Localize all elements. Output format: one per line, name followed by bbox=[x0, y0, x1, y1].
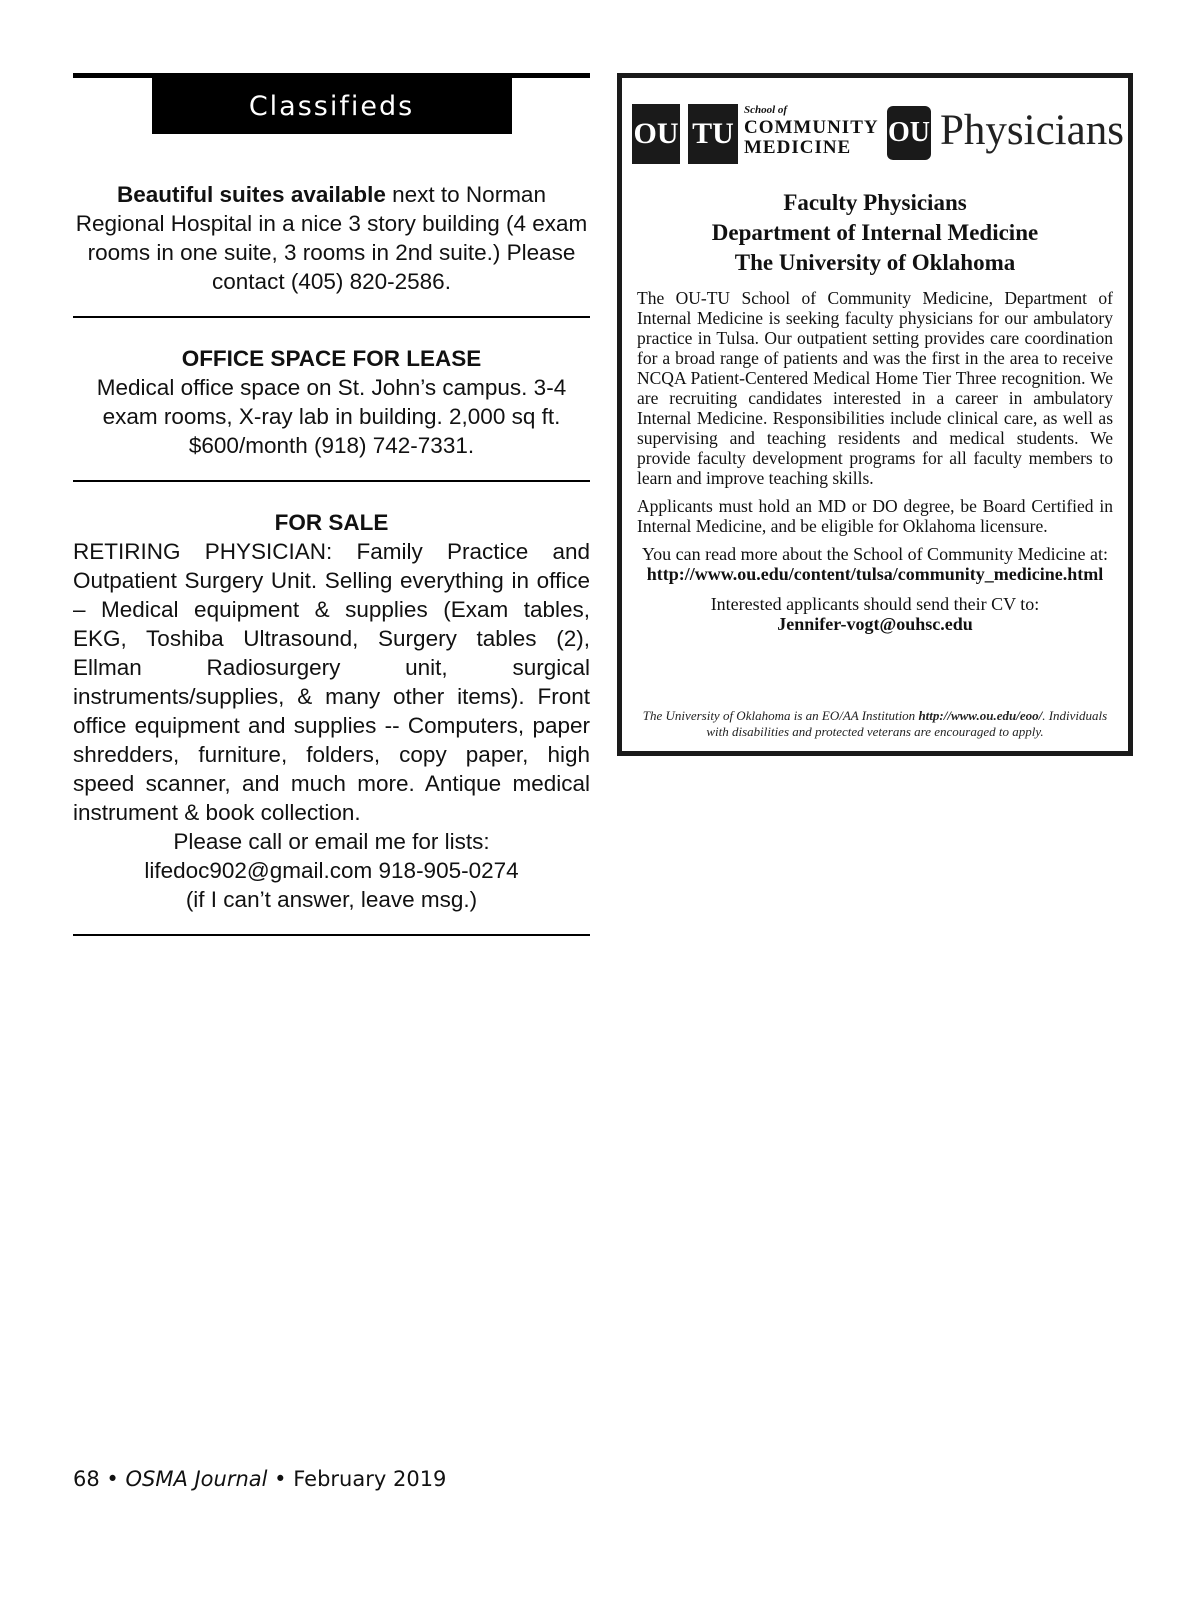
ad-sale-text: RETIRING PHYSICIAN: Family Practice and Outpatient Surgery Unit. Selling everything in office – Medical equipment & supplies (Exam tables, EKG, Toshiba Ultrasound, Surgery tables (2), Ellman Radiosurgery unit, surgical instruments/supplies, & many other items). Front office equipment and supplies -- Computers, paper shredders, furniture, folders, copy paper, high speed scanner, and much more. Antique medical instrument & book collection. bbox=[73, 539, 590, 825]
page-footer bbox=[73, 1467, 446, 1491]
read-more-link[interactable]: http://www.ou.edu/content/tulsa/community_medicine.html bbox=[646, 564, 1104, 584]
ad-suites-bold: Beautiful suites available bbox=[117, 182, 386, 207]
read-more-block bbox=[637, 544, 1113, 584]
community-medicine-label bbox=[744, 118, 879, 158]
ad-paragraph-2: Applicants must hold an MD or DO degree, be Board Certified in Internal Medicine, and be eligible for Oklahoma licensure. bbox=[637, 496, 1113, 536]
classifieds-column bbox=[73, 73, 590, 936]
heading-university: The University of Oklahoma bbox=[734, 250, 1016, 275]
school-of-label: School of bbox=[744, 104, 788, 116]
eoe-text: The University of Oklahoma is an EO/AA Institution bbox=[642, 708, 919, 723]
community-word: COMMUNITY bbox=[744, 117, 879, 138]
medicine-word: MEDICINE bbox=[744, 137, 852, 158]
divider bbox=[73, 316, 590, 318]
ad-headings bbox=[622, 188, 1128, 278]
ou-logo-icon: OU bbox=[632, 104, 680, 164]
ad-suites-text: next to Norman Regional Hospital in a nice 3 story building (4 exam rooms in one suite, 3 rooms in 2nd suite.) Please contact (405) 820-2586. bbox=[75, 182, 588, 294]
read-more-text: You can read more about the School of Community Medicine at: bbox=[641, 544, 1109, 564]
ad-office-title: OFFICE SPACE FOR LEASE bbox=[181, 346, 482, 371]
ad-sale-contact-1: Please call or email me for lists: bbox=[173, 829, 490, 854]
physicians-wordmark: Physicians bbox=[940, 107, 1124, 154]
eoe-text-2: . Individuals with disabilities and protected veterans are encouraged to apply. bbox=[706, 708, 1108, 739]
issue-date: • February 2019 bbox=[267, 1467, 447, 1491]
ou-physicians-logo-icon: OU bbox=[887, 106, 931, 160]
eoe-link[interactable]: http://www.ou.edu/eoo/ bbox=[918, 708, 1043, 723]
cv-block bbox=[637, 594, 1113, 634]
page-number: 68 • bbox=[73, 1467, 126, 1491]
ad-office-space bbox=[73, 344, 590, 460]
ad-footer bbox=[637, 708, 1113, 740]
logo-divider bbox=[680, 104, 688, 164]
ad-for-sale bbox=[73, 508, 590, 914]
ad-body bbox=[637, 288, 1113, 644]
ad-sale-title: FOR SALE bbox=[274, 510, 389, 535]
cv-email-link[interactable]: Jennifer-vogt@ouhsc.edu bbox=[777, 614, 973, 634]
cv-text: Interested applicants should send their CV to: bbox=[710, 594, 1040, 614]
ad-suites bbox=[73, 180, 590, 296]
divider bbox=[73, 480, 590, 482]
ad-office-text: Medical office space on St. John’s campus. 3-4 exam rooms, X-ray lab in building. 2,000 sq ft. $600/month (918) 742-7331. bbox=[96, 375, 567, 458]
ad-paragraph-1: The OU-TU School of Community Medicine, Department of Internal Medicine is seeking faculty physicians for our ambulatory practice in Tulsa. Our outpatient setting provides care coordination for a broad range of patients and was the first in the area to receive NCQA Patient-Centered Medical Home Tier Three recognition. We are recruiting candidates interested in a career in ambulatory Internal Medicine. Responsibilities include clinical care, as well as supervising and teaching residents and medical students. We provide faculty development programs for all faculty members to learn and improve teaching skills. bbox=[637, 288, 1113, 488]
heading-department: Department of Internal Medicine bbox=[711, 220, 1039, 245]
ad-sale-contact-2: lifedoc902@gmail.com 918-905-0274 bbox=[144, 858, 519, 883]
ou-logo-bar bbox=[632, 98, 1132, 168]
tu-logo-icon: TU bbox=[688, 104, 738, 164]
ou-physicians-ad bbox=[617, 73, 1133, 756]
journal-name: OSMA Journal bbox=[125, 1467, 268, 1491]
ad-sale-contact-3: (if I can’t answer, leave msg.) bbox=[185, 887, 478, 912]
heading-faculty: Faculty Physicians bbox=[783, 190, 967, 215]
classifieds-header: Classifieds bbox=[152, 78, 512, 134]
divider bbox=[73, 934, 590, 936]
